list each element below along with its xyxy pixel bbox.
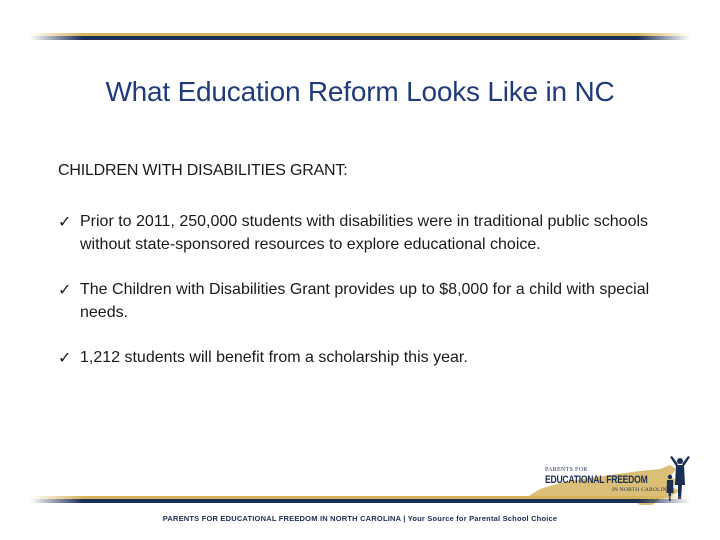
bullet-text: 1,212 students will benefit from a scholarship this year.: [80, 349, 468, 366]
footer-text: PARENTS FOR EDUCATIONAL FREEDOM IN NORTH CAROLINA | Your Source for Parental School Choice: [162, 514, 558, 523]
logo-line-1: PARENTS FOR: [545, 467, 588, 473]
check-icon: ✓: [58, 212, 72, 231]
slide-title: What Education Reform Looks Like in NC: [105, 76, 615, 107]
bullet-list: [58, 210, 658, 391]
top-divider-navy: [30, 36, 690, 40]
bullet-item: [58, 210, 658, 256]
check-icon: ✓: [58, 280, 72, 299]
section-heading: CHILDREN WITH DISABILITIES GRANT:: [58, 162, 348, 179]
logo-line-2: EDUCATIONAL FREEDOM: [545, 474, 648, 486]
bullet-item: [58, 346, 658, 369]
top-divider: [30, 33, 690, 40]
bullet-text: Prior to 2011, 250,000 students with disabilities were in traditional public schools without state-sponsored resources to explore educational choice.: [80, 213, 649, 253]
bottom-divider-navy: [30, 499, 690, 503]
bullet-item: [58, 278, 658, 324]
family-figure-icon: [667, 456, 691, 501]
bottom-divider: [30, 496, 690, 503]
logo-line-3: IN NORTH CAROLINA: [612, 487, 671, 493]
check-icon: ✓: [58, 348, 72, 367]
bullet-text: The Children with Disabilities Grant provides up to $8,000 for a child with special needs.: [80, 281, 650, 321]
